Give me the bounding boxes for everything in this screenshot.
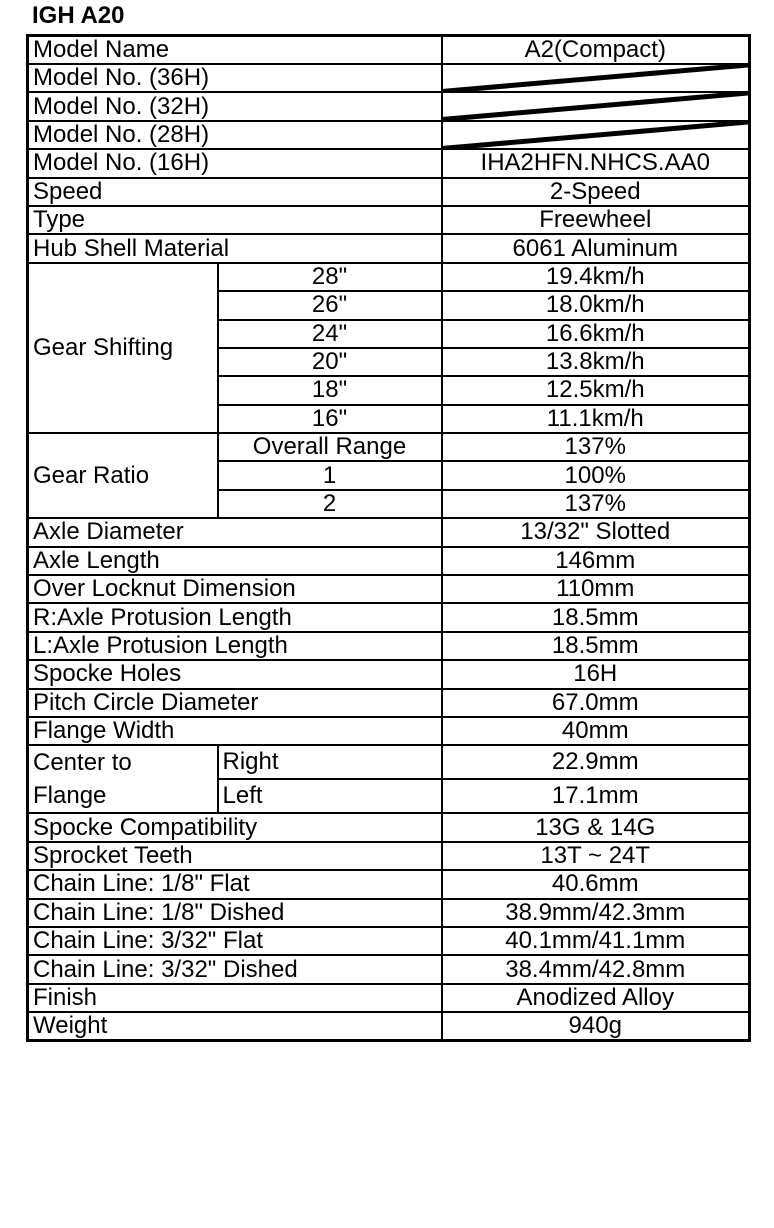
row-label: Speed: [28, 178, 442, 206]
table-row: [28, 842, 750, 870]
sub-label: 24": [218, 320, 442, 348]
table-row: [28, 813, 750, 841]
table-row: [28, 263, 750, 291]
row-value: 18.5mm: [442, 632, 750, 660]
row-value: 40.1mm/41.1mm: [442, 927, 750, 955]
row-value: 137%: [442, 433, 750, 461]
row-value: 137%: [442, 490, 750, 518]
sub-label: Left: [218, 779, 442, 813]
group-label-line2: Flange: [33, 782, 107, 810]
row-value: 67.0mm: [442, 689, 750, 717]
row-value: 40mm: [442, 717, 750, 745]
sub-label: 1: [218, 461, 442, 489]
row-value: 12.5km/h: [442, 376, 750, 404]
row-label: Model No. (36H): [28, 64, 442, 92]
row-label: R:Axle Protusion Length: [28, 603, 442, 631]
table-row: [28, 955, 750, 983]
group-label-gear-shifting: Gear Shifting: [28, 263, 218, 433]
table-row: [28, 178, 750, 206]
spec-table: [26, 34, 751, 1042]
table-row: [28, 1012, 750, 1041]
table-row: [28, 745, 750, 779]
table-row: [28, 547, 750, 575]
row-label: Chain Line: 1/8" Dished: [28, 899, 442, 927]
row-value: 38.4mm/42.8mm: [442, 955, 750, 983]
empty-cell-slash: [442, 64, 750, 92]
table-row: [28, 149, 750, 177]
row-value: 18.5mm: [442, 603, 750, 631]
table-row: [28, 927, 750, 955]
row-value: 940g: [442, 1012, 750, 1041]
sub-label: 20": [218, 348, 442, 376]
row-label: Model No. (16H): [28, 149, 442, 177]
row-value: 16.6km/h: [442, 320, 750, 348]
table-row: [28, 689, 750, 717]
row-value: 13.8km/h: [442, 348, 750, 376]
group-label-center-to-flange: [28, 745, 218, 813]
sub-label: 18": [218, 376, 442, 404]
table-row: [28, 92, 750, 120]
table-row: [28, 121, 750, 149]
row-value: 22.9mm: [442, 745, 750, 779]
table-row: [28, 632, 750, 660]
sub-label: Right: [218, 745, 442, 779]
row-label: Model No. (28H): [28, 121, 442, 149]
row-label: Model No. (32H): [28, 92, 442, 120]
row-label: Hub Shell Material: [28, 234, 442, 262]
table-row: [28, 36, 750, 65]
row-value: A2(Compact): [442, 36, 750, 65]
row-value: 13T ~ 24T: [442, 842, 750, 870]
row-value: 100%: [442, 461, 750, 489]
row-value: 13/32" Slotted: [442, 518, 750, 546]
row-value: Freewheel: [442, 206, 750, 234]
row-label: Spocke Holes: [28, 660, 442, 688]
table-row: [28, 870, 750, 898]
row-value: 11.1km/h: [442, 405, 750, 433]
row-label: Chain Line: 3/32" Flat: [28, 927, 442, 955]
row-value: 13G & 14G: [442, 813, 750, 841]
sub-label: 16": [218, 405, 442, 433]
table-row: [28, 433, 750, 461]
group-label-gear-ratio: Gear Ratio: [28, 433, 218, 518]
row-label: Flange Width: [28, 717, 442, 745]
group-label-line1: Center to: [33, 749, 132, 777]
row-value: IHA2HFN.NHCS.AA0: [442, 149, 750, 177]
document-title: IGH A20: [32, 2, 125, 29]
row-label: Sprocket Teeth: [28, 842, 442, 870]
empty-cell-slash: [442, 121, 750, 149]
row-label: Model Name: [28, 36, 442, 65]
row-label: L:Axle Protusion Length: [28, 632, 442, 660]
row-value: 17.1mm: [442, 779, 750, 813]
table-row: [28, 660, 750, 688]
row-value: 19.4km/h: [442, 263, 750, 291]
empty-cell-slash: [442, 92, 750, 120]
row-label: Chain Line: 1/8" Flat: [28, 870, 442, 898]
row-value: 16H: [442, 660, 750, 688]
row-value: Anodized Alloy: [442, 984, 750, 1012]
table-row: [28, 234, 750, 262]
table-row: [28, 206, 750, 234]
row-label: Axle Length: [28, 547, 442, 575]
row-label: Finish: [28, 984, 442, 1012]
table-row: [28, 64, 750, 92]
table-row: [28, 575, 750, 603]
table-row: [28, 518, 750, 546]
row-value: 146mm: [442, 547, 750, 575]
row-value: 110mm: [442, 575, 750, 603]
sub-label: 26": [218, 291, 442, 319]
row-value: 40.6mm: [442, 870, 750, 898]
row-value: 38.9mm/42.3mm: [442, 899, 750, 927]
row-value: 6061 Aluminum: [442, 234, 750, 262]
row-label: Chain Line: 3/32" Dished: [28, 955, 442, 983]
table-row: [28, 717, 750, 745]
row-label: Type: [28, 206, 442, 234]
row-label: Spocke Compatibility: [28, 813, 442, 841]
row-label: Over Locknut Dimension: [28, 575, 442, 603]
sub-label: 28": [218, 263, 442, 291]
table-row: [28, 984, 750, 1012]
row-value: 2-Speed: [442, 178, 750, 206]
row-label: Axle Diameter: [28, 518, 442, 546]
sub-label: 2: [218, 490, 442, 518]
sub-label: Overall Range: [218, 433, 442, 461]
row-label: Pitch Circle Diameter: [28, 689, 442, 717]
table-row: [28, 603, 750, 631]
table-row: [28, 899, 750, 927]
row-label: Weight: [28, 1012, 442, 1041]
row-value: 18.0km/h: [442, 291, 750, 319]
